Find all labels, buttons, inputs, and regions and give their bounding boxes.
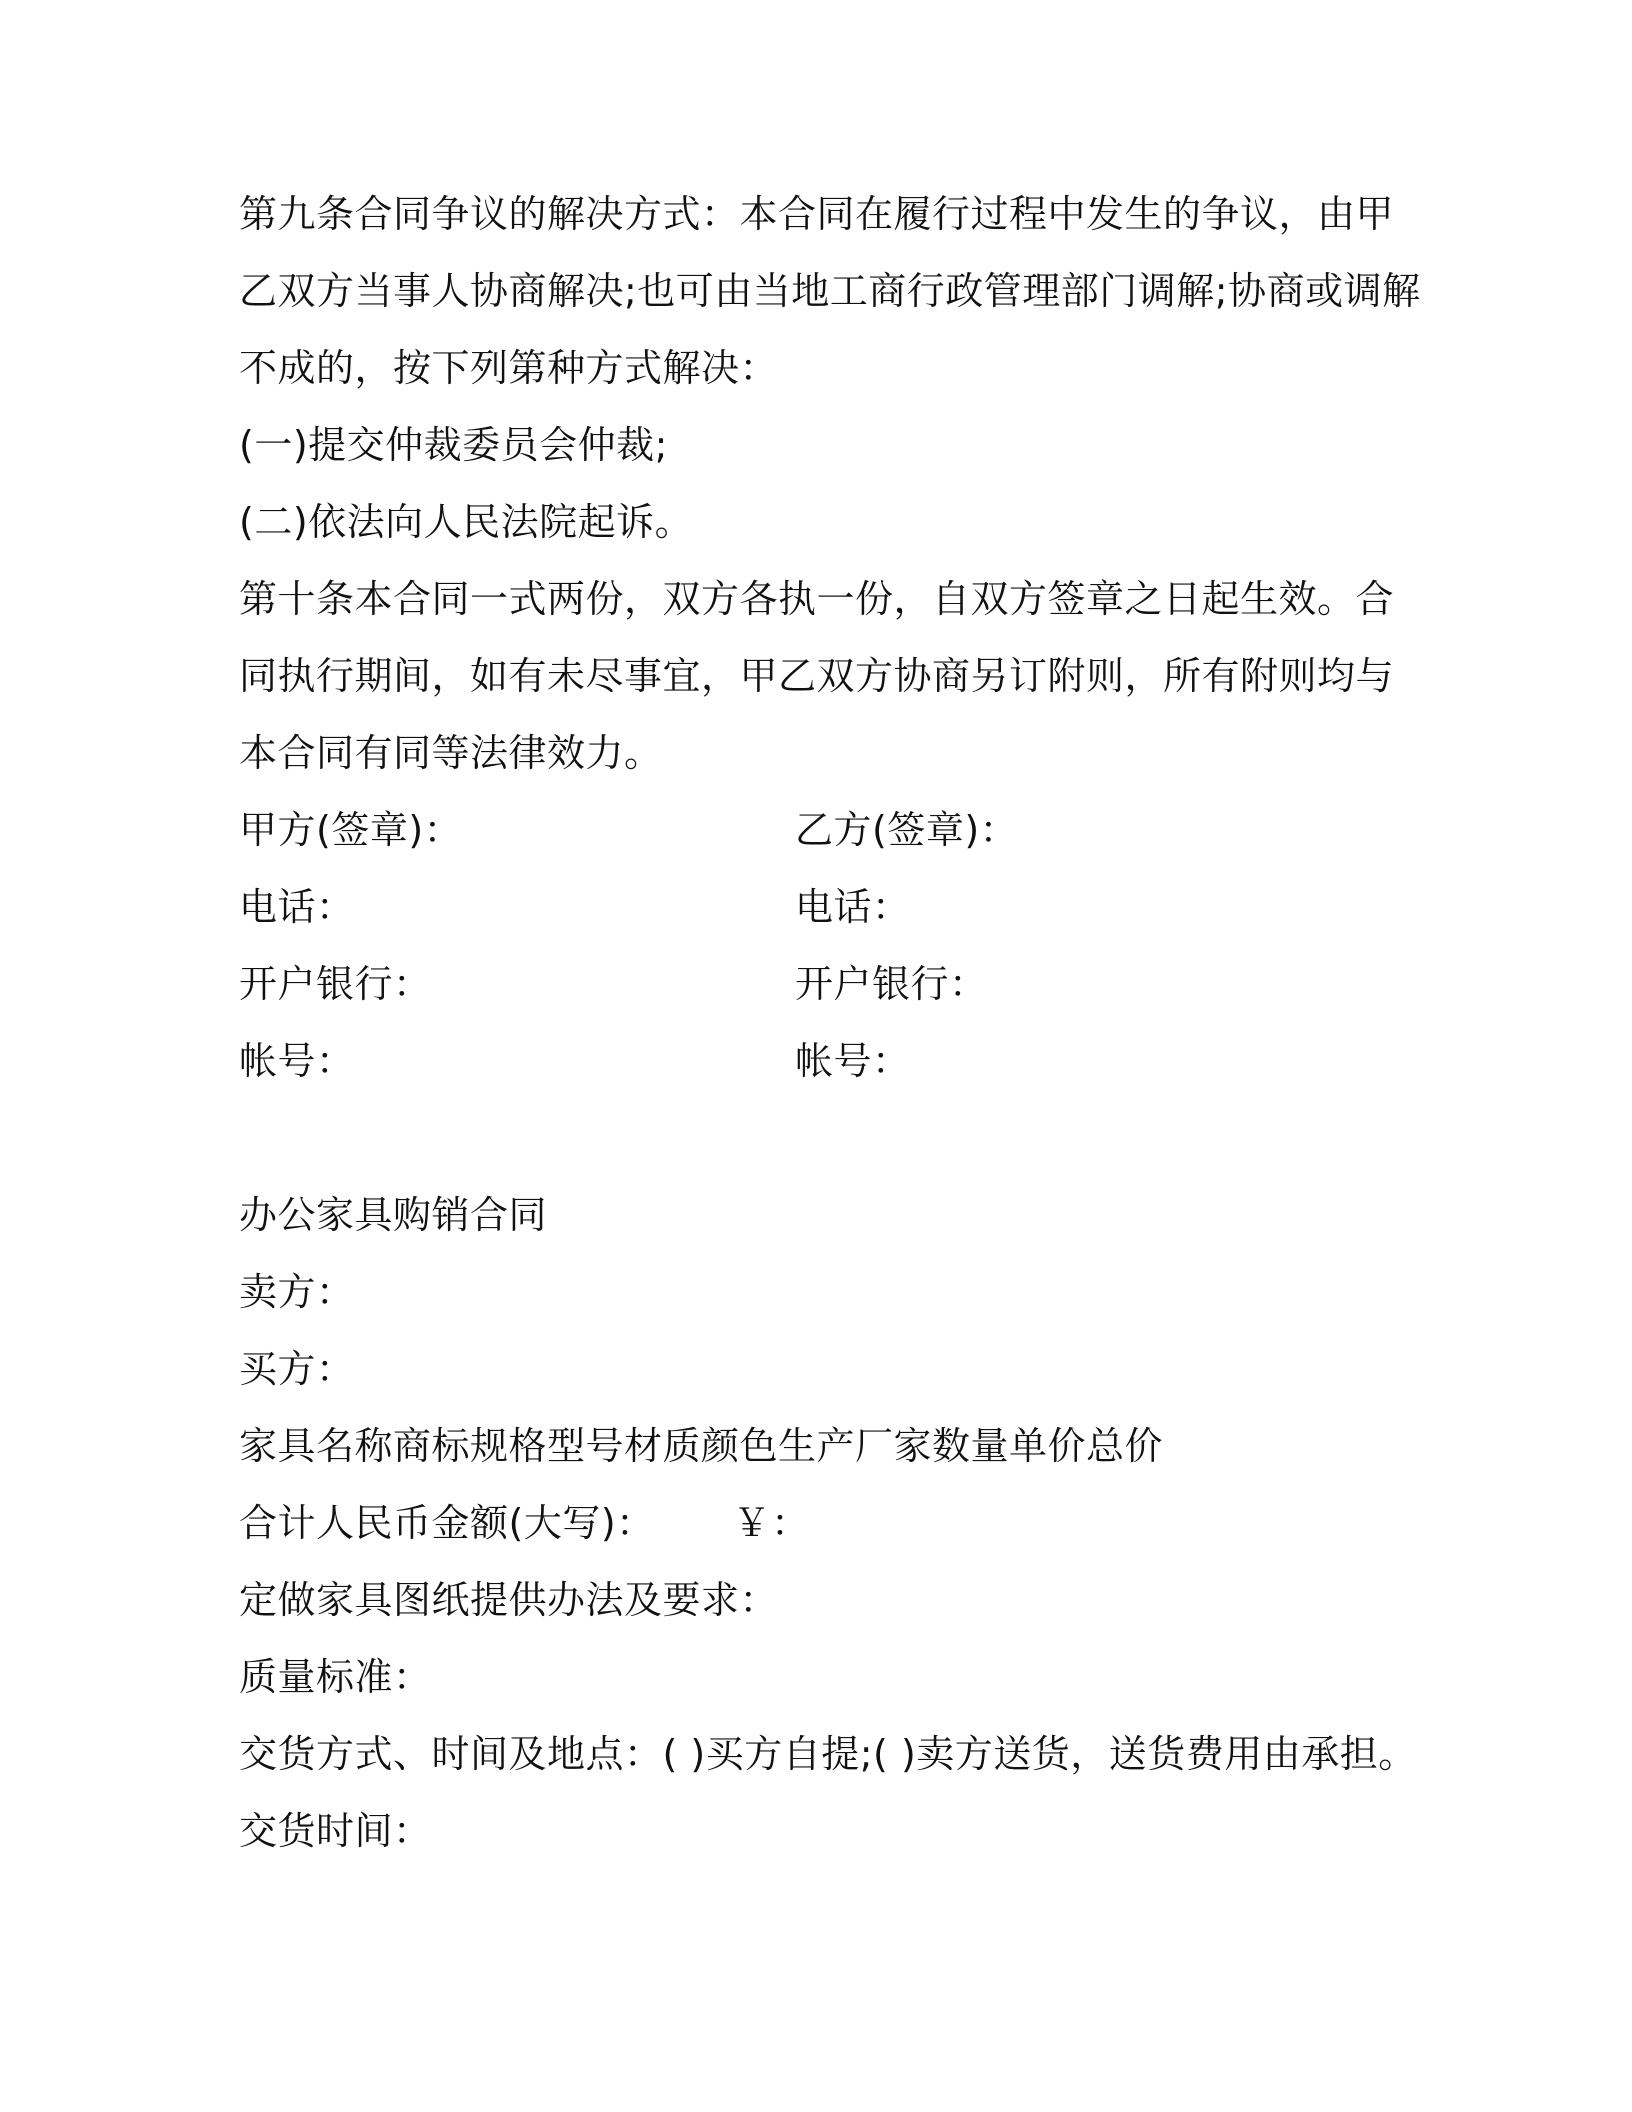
party-a-signature-label: 甲方(签章)： xyxy=(239,808,463,852)
seller-label: 卖方： xyxy=(239,1270,355,1314)
quality-standard-label: 质量标准： xyxy=(239,1655,432,1699)
party-a-phone-label: 电话： xyxy=(239,885,355,929)
party-a-bank-label: 开户银行： xyxy=(239,962,432,1006)
delivery-time-label: 交货时间： xyxy=(239,1809,432,1853)
article10-line3: 本合同有同等法律效力。 xyxy=(239,731,663,775)
furniture-table-header: 家具名称商标规格型号材质颜色生产厂家数量单价总价 xyxy=(239,1424,1164,1468)
delivery-method-line: 交货方式、时间及地点：( )买方自提;( )卖方送货，送货费用由承担。 xyxy=(239,1732,1417,1776)
party-b-phone-label: 电话： xyxy=(795,885,911,929)
party-a-account-label: 帐号： xyxy=(239,1039,355,1083)
article9-option1: (一)提交仲裁委员会仲裁; xyxy=(239,423,668,467)
article9-line1: 第九条合同争议的解决方式：本合同在履行过程中发生的争议，由甲 xyxy=(239,192,1395,236)
buyer-label: 买方： xyxy=(239,1347,355,1391)
contract2-title: 办公家具购销合同 xyxy=(239,1193,548,1237)
article9-option2: (二)依法向人民法院起诉。 xyxy=(239,500,694,544)
yen-label: ￥： xyxy=(732,1501,810,1545)
party-b-bank-label: 开户银行： xyxy=(795,962,988,1006)
drawings-requirements-label: 定做家具图纸提供办法及要求： xyxy=(239,1578,779,1622)
article9-line3: 不成的，按下列第种方式解决： xyxy=(239,346,779,390)
article9-line2: 乙双方当事人协商解决;也可由当地工商行政管理部门调解;协商或调解 xyxy=(239,269,1421,313)
article10-line2: 同执行期间，如有未尽事宜，甲乙双方协商另订附则，所有附则均与 xyxy=(239,654,1395,698)
party-b-account-label: 帐号： xyxy=(795,1039,911,1083)
total-amount-row xyxy=(239,1499,810,1547)
article10-line1: 第十条本合同一式两份，双方各执一份，自双方签章之日起生效。合 xyxy=(239,577,1395,621)
total-amount-label: 合计人民币金额(大写)： xyxy=(239,1501,655,1545)
party-b-signature-label: 乙方(签章)： xyxy=(795,808,1019,852)
